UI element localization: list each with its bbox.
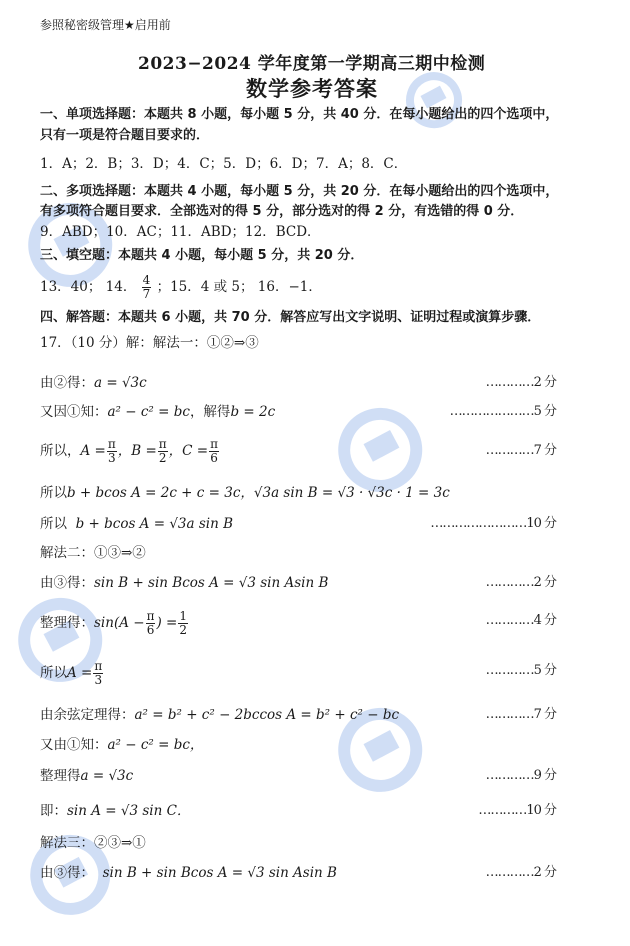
m2-line6 bbox=[40, 767, 133, 785]
watermark-logo-icon bbox=[389, 0, 630, 150]
score-text: …………2 分 bbox=[485, 375, 556, 390]
question17-header: 17．（10 分）解：解法一：①②⇒③ bbox=[40, 335, 259, 351]
fraction-denominator: 6 bbox=[146, 623, 155, 637]
score-text: …………7 分 bbox=[485, 707, 556, 722]
m2-l2-math: sin(A − bbox=[94, 615, 145, 631]
m2-line4 bbox=[40, 706, 399, 724]
m1-l2-text: 又因①知： bbox=[40, 404, 108, 420]
fraction-numerator: 4 bbox=[142, 273, 151, 287]
m1-line5 bbox=[40, 515, 233, 533]
m1-l3-text: 所以， bbox=[40, 443, 81, 459]
score-text: …………2 分 bbox=[485, 865, 556, 880]
m2-line3 bbox=[40, 656, 104, 690]
m1-l4-math2: ，√3a sin B = √3 · √3c · 1 = 3c bbox=[240, 485, 450, 501]
m1-l4-text: 所以 bbox=[40, 485, 67, 501]
fraction-denominator: 2 bbox=[179, 623, 187, 637]
score-text: …………2 分 bbox=[485, 575, 556, 590]
fraction-c bbox=[209, 438, 219, 465]
m2-line7 bbox=[40, 802, 190, 820]
fraction-a bbox=[107, 438, 117, 465]
exam-title: 2023−2024 学年度第一学期高三期中检测 bbox=[138, 54, 486, 74]
m1-l4-math: b + bcos A = 2c + c = 3c bbox=[67, 485, 241, 501]
section3-heading: 三、填空题：本题共 4 小题，每小题 5 分，共 20 分． bbox=[40, 248, 364, 263]
m2-l4-text: 由余弦定理得： bbox=[40, 707, 135, 723]
m2-l1-text: 由③得： bbox=[40, 575, 94, 591]
m1-l3-b: ，B = bbox=[117, 443, 157, 459]
fraction-numerator: π bbox=[158, 437, 167, 451]
m2-l6-math: a = √3c bbox=[80, 768, 134, 784]
score-text: …………4 分 bbox=[485, 613, 556, 628]
m2-l7-text: 即： bbox=[40, 803, 67, 819]
m1-l3-a: A = bbox=[80, 443, 106, 459]
m1-l2-score bbox=[450, 403, 556, 421]
watermark-top-right bbox=[389, 0, 630, 153]
m1-l2-text2: ，解得 bbox=[189, 404, 231, 420]
m1-l5-text: 所以 bbox=[40, 516, 67, 532]
m3-l1-math: sin B + sin Bcos A = √3 sin Asin B bbox=[102, 865, 337, 881]
fraction-numerator: π bbox=[146, 609, 155, 623]
section1-answers: 1．A；2．B；3．D；4．C；5．D；6．D；7．A；8．C． bbox=[40, 156, 408, 172]
m2-line2 bbox=[40, 606, 189, 640]
m2-l4-score bbox=[486, 706, 556, 724]
fraction-denominator: 3 bbox=[107, 451, 116, 465]
fraction-b bbox=[158, 438, 168, 465]
m2-l6-score bbox=[486, 767, 556, 785]
m2-l3-math: A = bbox=[67, 665, 93, 681]
score-text: ……………………10 分 bbox=[430, 516, 556, 531]
m2-l5-text: 又由①知： bbox=[40, 737, 108, 753]
fraction-pi-3 bbox=[93, 660, 103, 687]
score-text: …………9 分 bbox=[485, 768, 556, 783]
fraction-denominator: 6 bbox=[210, 451, 218, 465]
m3-l1-text: 由③得： bbox=[40, 865, 94, 881]
m1-line2 bbox=[40, 403, 275, 421]
fraction-denominator: 7 bbox=[142, 287, 151, 301]
answer-14-fraction bbox=[142, 274, 152, 301]
answer-15-16: ；15．4 或 5； 16．−1． bbox=[156, 279, 322, 295]
score-text: …………5 分 bbox=[485, 663, 556, 678]
fraction-numerator: π bbox=[210, 437, 218, 451]
m2-l2-text: 整理得： bbox=[40, 615, 94, 631]
fraction-denominator: 2 bbox=[158, 451, 167, 465]
fraction-numerator: π bbox=[94, 659, 103, 673]
section1-heading-cont: 只有一项是符合题目要求的． bbox=[40, 128, 210, 143]
fraction-numerator: 1 bbox=[179, 609, 187, 623]
answer-title: 数学参考答案 bbox=[246, 77, 378, 101]
score-text: …………………5 分 bbox=[449, 404, 556, 419]
m3-l1-score bbox=[486, 864, 556, 882]
m2-title: 解法二：①③⇒② bbox=[40, 545, 146, 561]
watermark-logo-icon bbox=[310, 669, 468, 822]
confidentiality-label: 参照秘密级管理★启用前 bbox=[40, 18, 171, 32]
answer-14-label: 14． bbox=[105, 279, 137, 295]
answer-13: 13．40； bbox=[40, 279, 102, 295]
m1-l5-math: b + bcos A = √3a sin B bbox=[75, 516, 234, 532]
section2-heading-cont: 有多项符合题目要求．全部选对的得 5 分，部分选对的得 2 分，有选错的得 0 分． bbox=[40, 204, 524, 219]
score-text: …………7 分 bbox=[485, 443, 556, 458]
m3-line1 bbox=[40, 864, 337, 882]
m2-l2-score bbox=[486, 612, 556, 630]
m2-l2-math2: ) = bbox=[156, 615, 178, 631]
m2-l1-score bbox=[486, 574, 556, 592]
m2-l4-math: a² = b² + c² − 2bccos A = b² + c² − bc bbox=[134, 707, 400, 723]
m2-l1-math: sin B + sin Bcos A = √3 sin Asin B bbox=[94, 575, 329, 591]
section2-answers: 9．ABD；10．AC；11．ABD；12．BCD． bbox=[40, 224, 321, 240]
m1-l1-text: 由②得： bbox=[40, 375, 94, 391]
score-text: …………10 分 bbox=[478, 803, 556, 818]
watermark-lower-right bbox=[310, 669, 469, 826]
section1-heading: 一、单项选择题：本题共 8 小题，每小题 5 分，共 40 分．在每小题给出的四个选项中， bbox=[40, 107, 559, 122]
fraction-one-half bbox=[178, 610, 188, 637]
m1-line4 bbox=[40, 484, 450, 502]
section4-heading: 四、解答题：本题共 6 小题，共 70 分．解答应写出文字说明、证明过程或演算步骤． bbox=[40, 310, 541, 325]
m2-line1 bbox=[40, 574, 328, 592]
fraction-numerator: π bbox=[107, 437, 116, 451]
m1-l3-c: ，C = bbox=[168, 443, 209, 459]
m1-l1-score bbox=[486, 374, 556, 392]
m1-line3 bbox=[40, 434, 220, 468]
m2-l6-text: 整理得 bbox=[40, 768, 81, 784]
section2-heading: 二、多项选择题：本题共 4 小题，每小题 5 分，共 20 分．在每小题给出的四个选项中， bbox=[40, 184, 559, 199]
fraction-pi-6 bbox=[146, 610, 156, 637]
m3-title: 解法三：②③⇒① bbox=[40, 835, 146, 851]
section3-answers bbox=[40, 272, 322, 302]
m1-l3-score bbox=[486, 442, 556, 460]
m1-line1 bbox=[40, 374, 147, 392]
m2-line5 bbox=[40, 736, 203, 754]
m2-l3-score bbox=[486, 662, 556, 680]
m1-l2-math2: b = 2c bbox=[230, 404, 276, 420]
fraction-denominator: 3 bbox=[94, 673, 103, 687]
m2-l3-text: 所以 bbox=[40, 665, 67, 681]
m2-l7-score bbox=[478, 802, 556, 820]
m2-l7-math: sin A = √3 sin C． bbox=[67, 803, 191, 819]
m2-l5-math: a² − c² = bc， bbox=[107, 737, 204, 753]
m1-l5-score bbox=[430, 515, 556, 533]
m1-l2-math: a² − c² = bc bbox=[107, 404, 190, 420]
m1-l1-math: a = √3c bbox=[94, 375, 147, 391]
